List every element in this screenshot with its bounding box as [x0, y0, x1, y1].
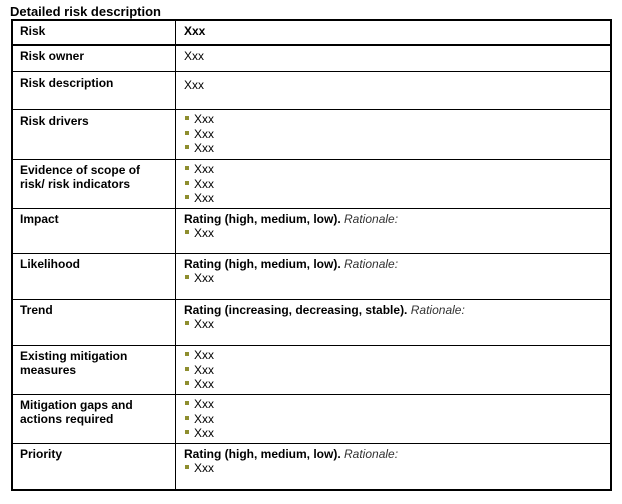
list-item: Xxx [184, 397, 214, 412]
priority-value [184, 447, 398, 476]
table-row-risk-drivers [13, 109, 610, 159]
table-row-risk [13, 21, 610, 46]
table-row-risk-description [13, 71, 610, 109]
evidence-label: Evidence of scope of risk/ risk indicators [20, 163, 141, 191]
impact-rationale: Rationale: [344, 212, 399, 226]
list-item: Xxx [184, 226, 398, 241]
existing-mitigation-list [184, 348, 214, 392]
list-item: Xxx [184, 112, 214, 127]
trend-list [184, 317, 465, 332]
risk-owner-label: Risk owner [20, 49, 85, 63]
list-item: Xxx [184, 271, 398, 286]
table-row-evidence [13, 159, 610, 208]
likelihood-list [184, 271, 398, 286]
list-item: Xxx [184, 127, 214, 142]
table-row-trend [13, 299, 610, 345]
risk-value: Xxx [184, 24, 206, 38]
list-item: Xxx [184, 363, 214, 378]
likelihood-rationale: Rationale: [344, 257, 399, 271]
mitigation-gaps-label: Mitigation gaps and actions required [20, 398, 133, 426]
list-item: Xxx [184, 177, 214, 192]
evidence-list [184, 162, 214, 206]
table-row-impact [13, 208, 610, 253]
list-item: Xxx [184, 412, 214, 427]
risk-drivers-label: Risk drivers [20, 114, 89, 128]
list-item: Xxx [184, 317, 465, 332]
list-item: Xxx [184, 377, 214, 392]
likelihood-rating: Rating (high, medium, low). [184, 257, 341, 271]
risk-table [11, 19, 612, 491]
table-row-likelihood [13, 253, 610, 299]
priority-label: Priority [20, 447, 63, 461]
risk-label: Risk [20, 24, 46, 38]
risk-description-label: Risk description [20, 76, 114, 90]
priority-list [184, 461, 398, 476]
table-row-risk-owner [13, 45, 610, 71]
trend-label: Trend [20, 303, 53, 317]
trend-rating: Rating (increasing, decreasing, stable). [184, 303, 408, 317]
priority-rationale: Rationale: [344, 447, 399, 461]
mitigation-gaps-list [184, 397, 214, 441]
table-row-existing-mitigation [13, 345, 610, 394]
likelihood-value [184, 257, 398, 286]
priority-rating: Rating (high, medium, low). [184, 447, 341, 461]
table-row-mitigation-gaps [13, 394, 610, 443]
trend-value [184, 303, 465, 332]
risk-description-value: Xxx [184, 78, 205, 92]
page-title: Detailed risk description [10, 4, 161, 19]
list-item: Xxx [184, 191, 214, 206]
trend-rationale: Rationale: [410, 303, 465, 317]
risk-drivers-list [184, 112, 214, 156]
list-item: Xxx [184, 162, 214, 177]
list-item: Xxx [184, 348, 214, 363]
impact-label: Impact [20, 212, 59, 226]
risk-owner-value: Xxx [184, 49, 205, 63]
existing-mitigation-label: Existing mitigation measures [20, 349, 128, 377]
list-item: Xxx [184, 461, 398, 476]
impact-value [184, 212, 398, 241]
impact-rating: Rating (high, medium, low). [184, 212, 341, 226]
likelihood-label: Likelihood [20, 257, 80, 271]
impact-list [184, 226, 398, 241]
list-item: Xxx [184, 141, 214, 156]
list-item: Xxx [184, 426, 214, 441]
table-row-priority [13, 443, 610, 489]
